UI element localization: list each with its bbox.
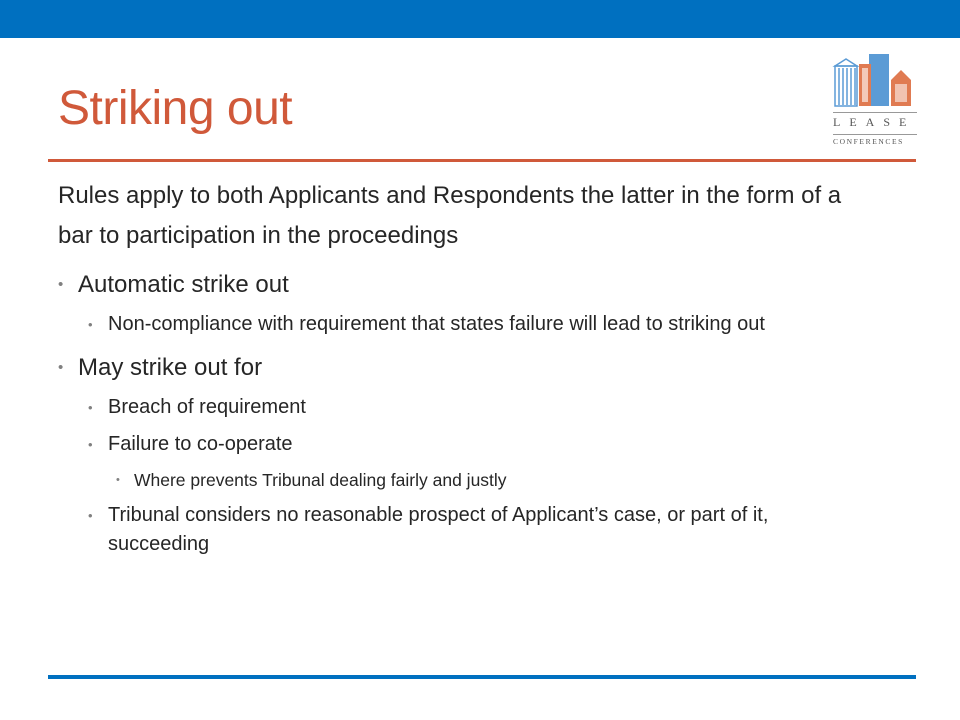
slide-body	[58, 176, 868, 559]
sub-bullet-breach	[88, 393, 868, 422]
slide-title: Striking out	[58, 82, 293, 135]
sub-bullet-non-compliance	[88, 310, 868, 339]
intro-paragraph: Rules apply to both Applicants and Respondents the latter in the form of a bar to participation in the proceedings	[58, 182, 842, 249]
bullet-text: Tribunal considers no reasonable prospect of Applicant’s case, or part of it, succeeding	[108, 504, 769, 555]
title-divider	[48, 159, 916, 162]
bullet-text: Failure to co-operate	[108, 433, 293, 455]
top-accent-band	[0, 0, 960, 38]
buildings-logo-icon	[829, 50, 917, 110]
logo-rule-middle	[833, 134, 917, 135]
lease-conferences-logo	[829, 50, 917, 150]
sub-bullet-failure-to-cooperate	[88, 430, 868, 459]
bullet-text: May strike out for	[78, 354, 263, 381]
bullet-dot-icon: •	[58, 276, 64, 293]
bullet-text: Breach of requirement	[108, 396, 306, 418]
bullet-dot-icon: •	[116, 474, 120, 486]
logo-word-lease: LEASE	[833, 115, 916, 129]
bullet-text: Automatic strike out	[78, 271, 289, 298]
bullet-dot-icon: •	[58, 359, 64, 376]
bullet-dot-icon: •	[88, 317, 93, 332]
bullet-automatic-strike-out	[58, 268, 868, 302]
logo-word-conferences: CONFERENCES	[833, 137, 904, 146]
bullet-may-strike-out	[58, 351, 868, 385]
sub-sub-bullet-prevents-tribunal	[116, 467, 868, 493]
logo-rule-top	[833, 112, 917, 113]
bullet-dot-icon: •	[88, 508, 93, 523]
bullet-text: Non-compliance with requirement that states failure will lead to striking out	[108, 313, 765, 335]
sub-bullet-no-reasonable-prospect	[88, 501, 868, 559]
bullet-dot-icon: •	[88, 400, 93, 415]
bullet-text: Where prevents Tribunal dealing fairly and justly	[134, 470, 507, 490]
bullet-dot-icon: •	[88, 437, 93, 452]
bottom-divider	[48, 675, 916, 679]
